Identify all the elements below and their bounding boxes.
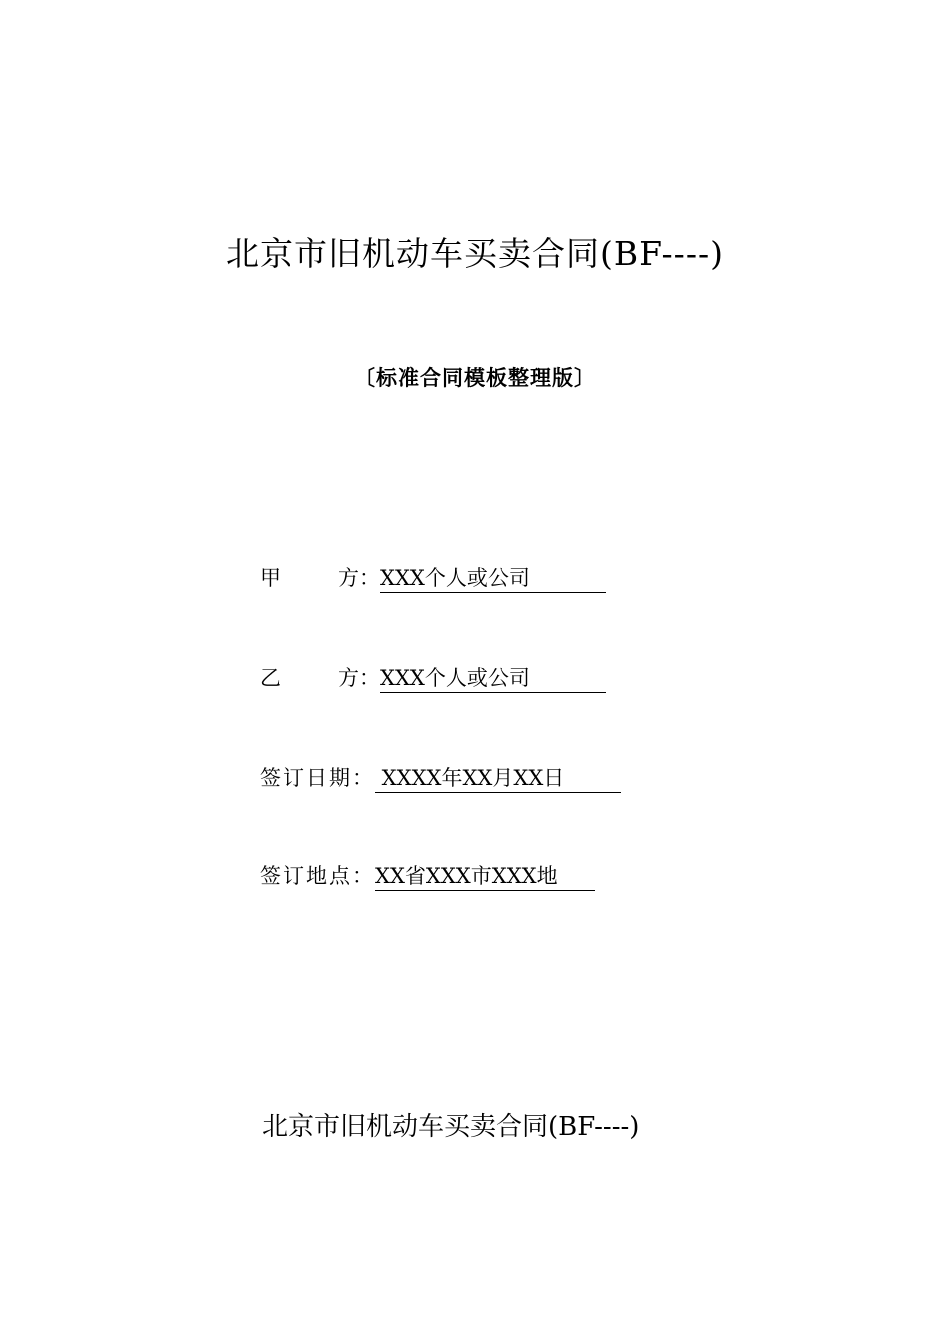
party-a-value: XXX个人或公司 xyxy=(380,565,606,593)
sign-date-field xyxy=(260,762,621,792)
party-b-field xyxy=(260,662,606,692)
party-b-label-second: 方： xyxy=(338,666,380,690)
sign-date-label: 签订日期： xyxy=(260,766,375,790)
sign-place-label: 签订地点： xyxy=(260,864,375,888)
party-a-label-first: 甲 xyxy=(260,566,281,590)
sign-date-value: XXXX年XX月XX日 xyxy=(375,765,621,793)
repeated-document-title: 北京市旧机动车买卖合同(BF----) xyxy=(262,1112,640,1142)
sign-place-field xyxy=(260,860,595,890)
party-b-label-first: 乙 xyxy=(260,666,281,690)
party-a-field xyxy=(260,562,606,592)
sign-place-value: XX省XXX市XXX地 xyxy=(375,863,595,891)
party-b-value: XXX个人或公司 xyxy=(380,665,606,693)
party-a-label-second: 方： xyxy=(338,566,380,590)
document-title: 北京市旧机动车买卖合同(BF----) xyxy=(225,234,724,273)
document-subtitle: 〔标准合同模板整理版〕 xyxy=(354,366,596,390)
